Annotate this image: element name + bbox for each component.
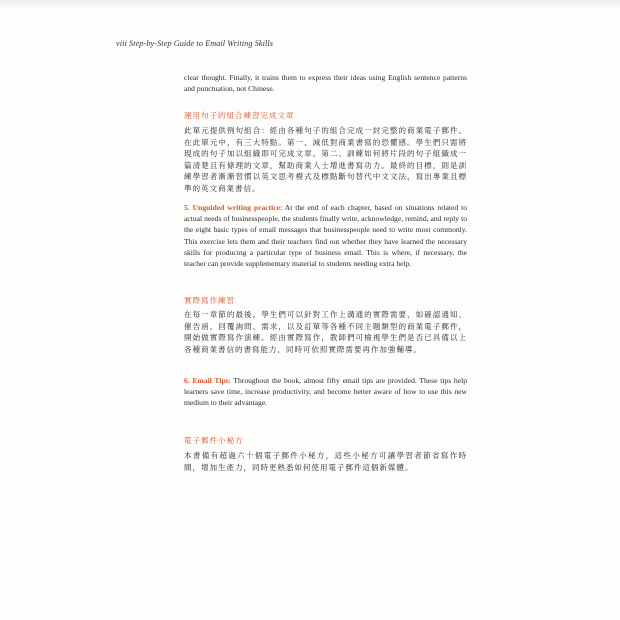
section-6-body: : Throughout the book, almost fifty email tips are provided. These tips help learners save time, increase productivity, and become better aware of how to use this new medium to their advantage. — [184, 376, 467, 408]
zh-paragraph-2 — [184, 309, 467, 355]
section-5-text — [184, 202, 467, 269]
section-6-text — [184, 375, 467, 409]
section-6-paragraph — [184, 375, 467, 409]
intro-text: clear thought. Finally, it trains them to express their ideas using English sentence patterns and punctuation, not Chinese. — [184, 73, 467, 94]
running-head: viii Step-by-Step Guide to Email Writing Skills — [116, 39, 274, 48]
section-6-title: 6. Email Tips — [184, 376, 229, 385]
zh-body-2: 在每一章節的最後，學生們可以針對工作上溝通的實際需要，如確認通知、催告函、回覆詢問、需求，以及訂單等各種不同主題類型的商業電子郵件，開始做實際寫作演練。經由實際寫作，教師們可檢視學生們是否已具備以上各種商業書信的書寫能力，同時可依照實際需要再作加強輔導。 — [184, 310, 467, 354]
zh-paragraph-1 — [184, 125, 467, 195]
zh-heading-sentence-combining: 運用句子的組合練習完成文章 — [184, 111, 295, 120]
zh-paragraph-3 — [184, 450, 467, 473]
section-5-paragraph — [184, 202, 467, 269]
zh-heading-email-tips: 電子郵件小秘方 — [184, 436, 244, 445]
section-5-body: : At the end of each chapter, based on situations related to actual needs of businesspeople, the students finally write, acknowledge, remind, and reply to the eight basic types of email messages that businesspeople need to write most commonly. This exercise lets them and their teachers find out whether they have learned the necessary skills for producing a particular type of business email. This is where, if necessary, the teacher can provide supplementary material to students needing extra help. — [184, 203, 468, 269]
zh-heading-writing-practice: 實際寫作練習 — [184, 296, 235, 305]
intro-paragraph — [184, 72, 467, 94]
page-fold-shadow — [0, 0, 620, 8]
section-5-title: 5. Unguided writing practice — [184, 203, 281, 212]
zh-body-1: 此單元提供例句組合：經由各種句子的組合完成一封完整的商業電子郵件。在此單元中，有三大特點。第一、減低對商業書寫的恐懼感。學生們只需將現成的句子加以組織即可完成文章。第二、訓練如何將片段的句子組織成一篇清楚且有條理的文章，幫助商業人士增進書寫功力。最終的目標，則是訓練學習者漸漸習慣以英文思考模式及標點斷句替代中文文法，寫出專業且標準的英文商業書信。 — [184, 126, 467, 193]
zh-body-3: 本書備有超過六十個電子郵件小秘方，這些小秘方可讓學習者節省寫作時間，增加生產力，同時更熟悉如何使用電子郵件這個新媒體。 — [184, 451, 467, 472]
